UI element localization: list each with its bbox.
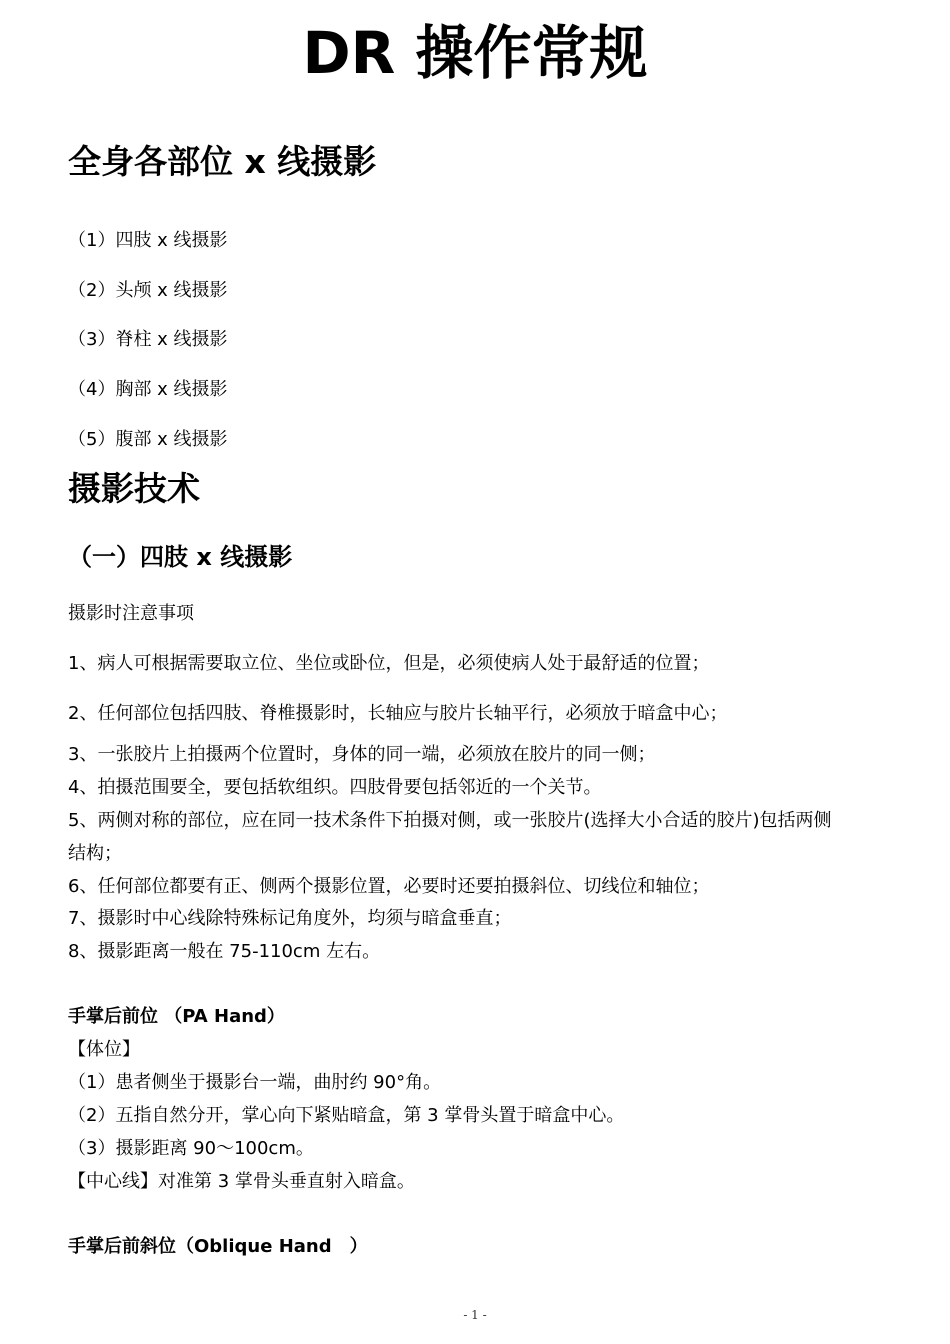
position-step: （3）摄影距离 90～100cm。 (68, 1138, 314, 1159)
note-item: 6、任何部位都要有正、侧两个摄影位置，必要时还要拍摄斜位、切线位和轴位； (68, 876, 710, 897)
oblique-hand-heading: 手掌后前斜位（Oblique Hand ） (68, 1236, 368, 1257)
note-item-continuation: 结构； (68, 843, 122, 864)
note-item: 2、任何部位包括四肢、脊椎摄影时，长轴应与胶片长轴平行，必须放于暗盒中心； (68, 703, 728, 724)
subsection-heading-limbs: （一）四肢 x 线摄影 (68, 543, 293, 571)
notes-title: 摄影时注意事项 (68, 603, 194, 624)
toc-item-chest: （4）胸部 x 线摄影 (68, 379, 228, 400)
section-heading-whole-body: 全身各部位 x 线摄影 (68, 142, 377, 181)
note-item: 5、两侧对称的部位，应在同一技术条件下拍摄对侧，或一张胶片(选择大小合适的胶片)包括两侧 (68, 810, 832, 831)
note-item: 1、病人可根据需要取立位、坐位或卧位，但是，必须使病人处于最舒适的位置； (68, 653, 710, 674)
toc-item-abdomen: （5）腹部 x 线摄影 (68, 429, 228, 450)
document-title: DR 操作常规 (302, 19, 648, 87)
note-item: 8、摄影距离一般在 75-110cm 左右。 (68, 941, 381, 962)
toc-item-skull: （2）头颅 x 线摄影 (68, 280, 228, 301)
note-item: 3、一张胶片上拍摄两个位置时，身体的同一端，必须放在胶片的同一侧； (68, 744, 656, 765)
center-line-note: 【中心线】对准第 3 掌骨头垂直射入暗盒。 (68, 1171, 415, 1192)
page-number: - 1 - (463, 1308, 487, 1322)
section-heading-technique: 摄影技术 (68, 469, 200, 508)
toc-item-spine: （3）脊柱 x 线摄影 (68, 329, 228, 350)
note-item: 4、拍摄范围要全，要包括软组织。四肢骨要包括邻近的一个关节。 (68, 777, 602, 798)
toc-item-limbs: （1）四肢 x 线摄影 (68, 230, 228, 251)
position-step: （2）五指自然分开，掌心向下紧贴暗盒，第 3 掌骨头置于暗盒中心。 (68, 1105, 625, 1126)
position-step: （1）患者侧坐于摄影台一端，曲肘约 90°角。 (68, 1072, 442, 1093)
position-label: 【体位】 (68, 1039, 140, 1060)
note-item: 7、摄影时中心线除特殊标记角度外，均须与暗盒垂直； (68, 908, 512, 929)
pa-hand-heading: 手掌后前位 （PA Hand） (68, 1006, 285, 1027)
